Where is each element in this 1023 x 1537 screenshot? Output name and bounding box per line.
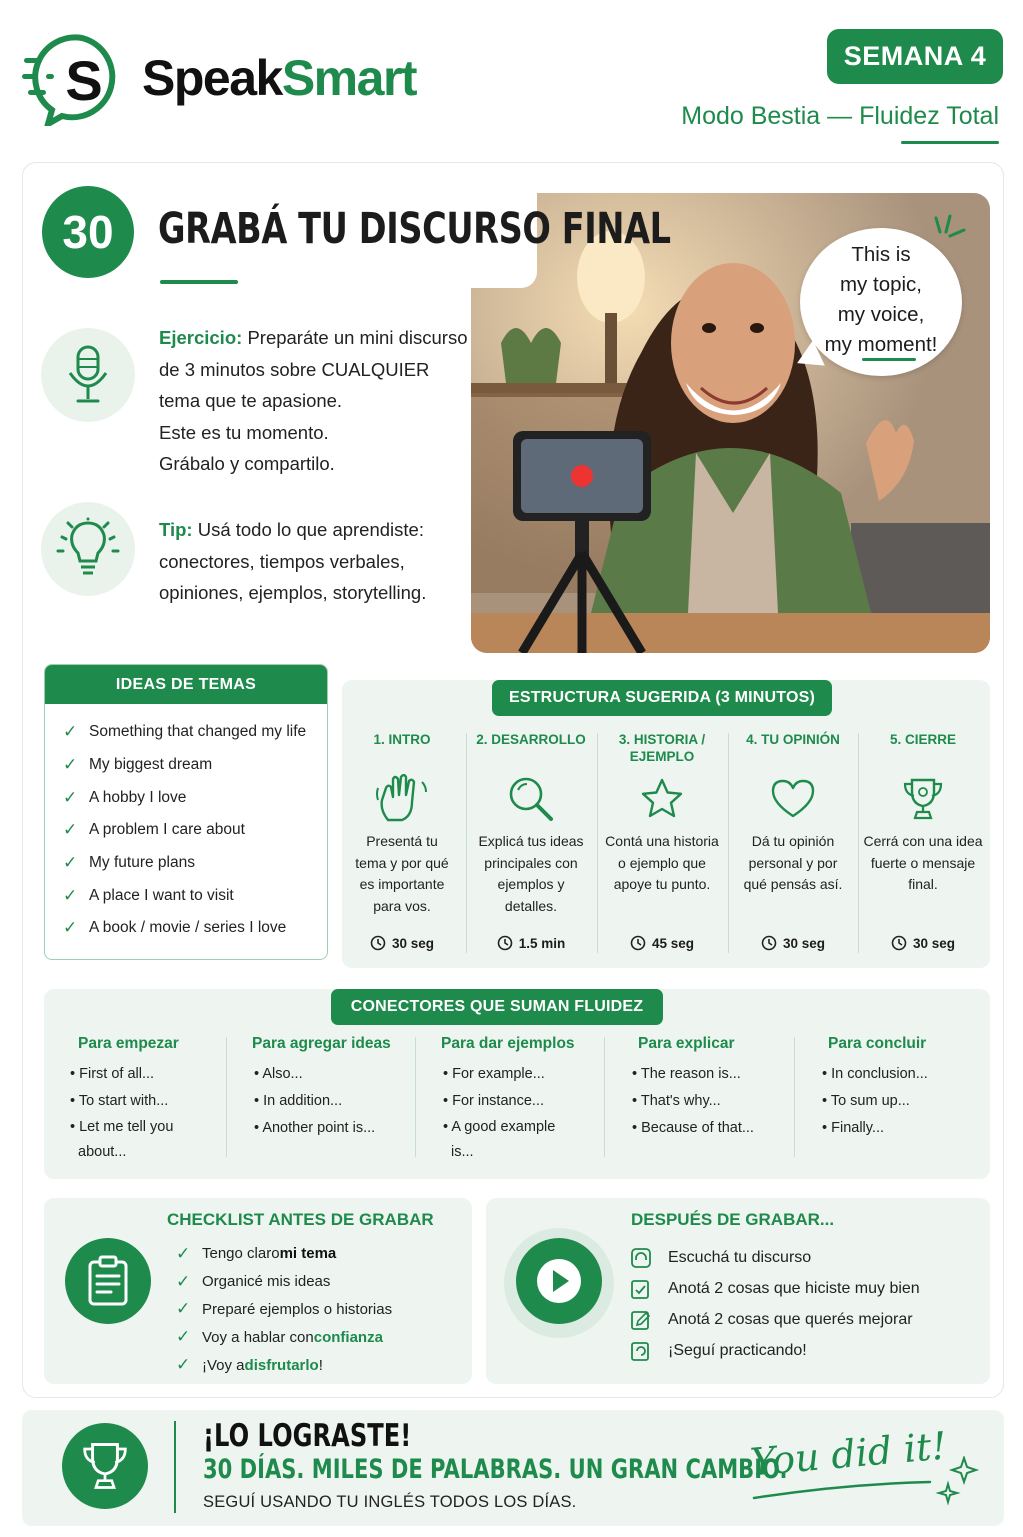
connector-group — [252, 1035, 407, 1142]
check-icon: ✓ — [63, 853, 78, 873]
step-line: Cerrá con una idea — [863, 833, 983, 849]
connector-item: • Also... — [252, 1061, 407, 1088]
checklist-list — [176, 1240, 392, 1379]
step-time-value: 30 seg — [912, 935, 956, 951]
connector-item: • Another point is... — [252, 1115, 407, 1142]
check-icon: ✓ — [176, 1355, 191, 1375]
magnifier-icon — [466, 771, 596, 827]
list-item — [630, 1273, 920, 1304]
tip-line: Usá todo lo que aprendiste: — [197, 519, 424, 540]
brand-name-part1: Speak — [142, 50, 282, 106]
idea-text: My biggest dream — [89, 756, 213, 774]
footer-divider — [174, 1421, 176, 1513]
checklist-bold: mi tema — [279, 1245, 337, 1263]
step-line: detalles. — [504, 897, 558, 914]
step-time-value: 30 seg — [782, 935, 826, 951]
note-pencil-icon — [630, 1309, 652, 1331]
step-line: Presentá tu — [366, 833, 438, 849]
after-recording-list — [630, 1242, 920, 1366]
waving-hand-icon — [337, 771, 467, 827]
list-item — [63, 749, 327, 782]
heart-icon — [728, 771, 858, 827]
step-time — [597, 935, 727, 951]
speech-line: This is — [851, 243, 911, 266]
step-time-value: 1.5 min — [518, 935, 566, 951]
exercise-line: Este es tu momento. — [159, 421, 329, 443]
step-heading: 1. INTRO — [373, 732, 431, 747]
step-line: Contá una historia — [605, 833, 719, 849]
step-time — [337, 935, 467, 951]
structure-step — [597, 731, 727, 955]
check-icon: ✓ — [176, 1299, 191, 1319]
connector-item: • For instance... — [441, 1088, 576, 1115]
list-item — [630, 1335, 920, 1366]
brand-name-part2: Smart — [281, 50, 417, 106]
connector-heading: Para empezar — [78, 1035, 179, 1052]
step-heading: 5. CIERRE — [889, 732, 957, 747]
check-icon: ✓ — [63, 820, 78, 840]
checklist-text: Tengo claro — [202, 1245, 280, 1263]
list-item — [176, 1240, 392, 1268]
exercise-line: de 3 minutos sobre CUALQUIER — [159, 358, 430, 380]
headphones-icon — [630, 1247, 652, 1269]
you-did-it-script: You did it! — [748, 1423, 949, 1485]
play-button[interactable] — [516, 1238, 602, 1324]
step-description — [858, 831, 988, 896]
clock-icon — [891, 935, 907, 951]
connector-group — [441, 1035, 576, 1165]
connector-item: • Because of that... — [630, 1115, 785, 1142]
exercise-line: tema que te apasione. — [159, 390, 343, 411]
step-heading: 4. TU OPINIÓN — [746, 732, 840, 747]
mode-underline — [901, 141, 999, 144]
check-icon: ✓ — [63, 755, 78, 775]
checklist-bold: confianza — [313, 1328, 383, 1346]
list-item — [176, 1351, 392, 1379]
step-line: apoye tu punto. — [613, 876, 711, 892]
connectors-title: CONECTORES QUE SUMAN FLUIDEZ — [331, 989, 663, 1025]
step-line: tema y por qué — [355, 854, 449, 871]
step-heading: 3. HISTORIA / EJEMPLO — [618, 732, 706, 764]
mode-subtitle: Modo Bestia — Fluidez Total — [681, 102, 999, 130]
lightbulb-icon — [41, 502, 135, 596]
footer-subheadline: 30 DÍAS. MILES DE PALABRAS. UN GRAN CAMBIO. — [203, 1454, 788, 1485]
list-item — [63, 716, 327, 749]
list-item — [176, 1323, 392, 1351]
check-icon: ✓ — [63, 787, 78, 807]
check-icon: ✓ — [176, 1327, 191, 1347]
checklist-title: CHECKLIST ANTES DE GRABAR — [167, 1210, 434, 1229]
checklist-text: Voy a hablar con — [202, 1328, 314, 1346]
logo — [22, 30, 416, 126]
speech-line: my moment! — [824, 333, 938, 356]
trophy-icon — [62, 1423, 148, 1509]
structure-step — [466, 731, 596, 955]
lesson-title: GRABÁ TU DISCURSO FINAL — [158, 204, 671, 254]
exercise-label: Ejercicio: — [159, 327, 243, 348]
exercise-line: Preparáte un mini discurso — [247, 327, 468, 348]
check-icon: ✓ — [176, 1243, 191, 1263]
structure-step — [337, 731, 467, 955]
connector-item: • In addition... — [252, 1088, 407, 1115]
checklist-text: ¡Voy a — [202, 1356, 245, 1374]
after-recording-title: DESPUÉS DE GRABAR... — [631, 1210, 835, 1229]
exercise-text — [159, 322, 468, 480]
step-description — [728, 831, 858, 896]
connector-item: • The reason is... — [630, 1061, 785, 1088]
play-icon — [534, 1256, 584, 1306]
topic-ideas-list — [45, 704, 327, 945]
step-time — [858, 935, 988, 951]
after-text: ¡Seguí practicando! — [668, 1341, 807, 1359]
idea-text: My future plans — [89, 854, 195, 872]
sparkle-icon — [934, 1456, 980, 1506]
svg-text:S: S — [65, 49, 103, 112]
step-time-value: 45 seg — [651, 935, 695, 951]
checklist-text: Preparé ejemplos o historias — [202, 1300, 393, 1318]
tip-text — [159, 514, 426, 609]
step-line: personal y por — [748, 854, 838, 871]
connector-item: • For example... — [441, 1061, 576, 1088]
footer-headline: ¡LO LOGRASTE! — [203, 1418, 412, 1454]
step-time — [728, 935, 858, 951]
step-description — [337, 831, 467, 917]
step-line: fuerte o mensaje — [870, 854, 976, 871]
step-line: o ejemplo que — [618, 854, 706, 871]
column-divider — [415, 1037, 416, 1157]
step-line: qué pensás así. — [743, 876, 843, 892]
step-line: Explicá tus ideas — [478, 833, 584, 849]
idea-text: A place I want to visit — [89, 886, 234, 904]
structure-step — [858, 731, 988, 955]
note-check-icon — [630, 1278, 652, 1300]
connector-item: • To sum up... — [820, 1088, 975, 1115]
check-icon: ✓ — [63, 885, 78, 905]
structure-title: ESTRUCTURA SUGERIDA (3 MINUTOS) — [492, 680, 832, 716]
connector-group — [820, 1035, 975, 1142]
column-divider — [226, 1037, 227, 1157]
list-item — [63, 879, 327, 912]
speech-line: my topic, — [839, 273, 923, 296]
speech-line: my voice, — [837, 303, 925, 326]
trophy-icon — [858, 771, 988, 827]
step-heading: 2. DESARROLLO — [476, 732, 586, 747]
connector-item: • That's why... — [630, 1088, 785, 1115]
after-text: Anotá 2 cosas que querés mejorar — [668, 1310, 913, 1328]
connector-item: • In conclusion... — [820, 1061, 975, 1088]
connector-item: • First of all... — [68, 1061, 216, 1088]
step-line: final. — [908, 876, 938, 892]
topic-ideas-panel — [44, 664, 328, 960]
list-item — [63, 847, 327, 880]
connector-group — [68, 1035, 216, 1165]
clock-icon — [497, 935, 513, 951]
connector-item: • Let me tell you about... — [68, 1115, 216, 1165]
footer-tagline: SEGUÍ USANDO TU INGLÉS TODOS LOS DÍAS. — [203, 1493, 577, 1511]
connector-item: • Finally... — [820, 1115, 975, 1142]
step-time-value: 30 seg — [391, 935, 435, 951]
sparkle-lines-icon — [930, 214, 970, 248]
clock-icon — [761, 935, 777, 951]
check-icon: ✓ — [63, 722, 78, 742]
list-item — [176, 1296, 392, 1324]
check-icon: ✓ — [63, 918, 78, 938]
structure-step — [728, 731, 858, 955]
header — [0, 0, 1023, 160]
tip-line: opiniones, ejemplos, storytelling. — [159, 582, 427, 603]
idea-text: A book / movie / series I love — [89, 919, 287, 937]
tip-line: conectores, tiempos verbales, — [159, 550, 405, 572]
speaksmart-logo-icon — [22, 30, 128, 126]
list-item — [630, 1242, 920, 1273]
speech-underline — [862, 358, 916, 361]
idea-text: A problem I care about — [89, 821, 245, 839]
title-underline — [160, 280, 238, 284]
connector-heading: Para dar ejemplos — [441, 1035, 575, 1052]
exercise-line: Grábalo y compartilo. — [159, 453, 335, 474]
step-line: es importante — [359, 876, 445, 892]
idea-text: Something that changed my life — [89, 723, 307, 741]
connector-group — [630, 1035, 785, 1142]
repeat-icon — [630, 1340, 652, 1362]
step-time — [466, 935, 596, 951]
star-icon — [597, 771, 727, 827]
clock-icon — [370, 935, 386, 951]
after-text: Escuchá tu discurso — [668, 1248, 812, 1266]
checklist-text: Organicé mis ideas — [202, 1273, 331, 1291]
connector-item: • To start with... — [68, 1088, 216, 1115]
step-description — [466, 831, 596, 917]
column-divider — [604, 1037, 605, 1157]
list-item — [176, 1268, 392, 1296]
week-badge: SEMANA 4 — [827, 29, 1003, 84]
after-text: Anotá 2 cosas que hiciste muy bien — [668, 1279, 920, 1297]
list-item — [630, 1304, 920, 1335]
topic-ideas-title: IDEAS DE TEMAS — [45, 665, 327, 704]
idea-text: A hobby I love — [89, 788, 187, 806]
day-number-badge: 30 — [42, 186, 134, 278]
column-divider — [794, 1037, 795, 1157]
connector-heading: Para explicar — [638, 1035, 735, 1052]
step-line: para vos. — [373, 897, 431, 914]
list-item — [63, 814, 327, 847]
tip-label: Tip: — [159, 519, 193, 540]
speech-bubble-text — [800, 240, 962, 360]
connector-item: • A good example is... — [441, 1115, 576, 1165]
check-icon: ✓ — [176, 1271, 191, 1291]
clipboard-icon — [65, 1238, 151, 1324]
checklist-text: ! — [318, 1356, 323, 1374]
connector-heading: Para concluir — [828, 1035, 927, 1052]
step-line: ejemplos y — [497, 876, 565, 892]
brand-name — [142, 49, 416, 107]
step-line: principales con — [484, 854, 578, 871]
list-item — [63, 781, 327, 814]
step-description — [597, 831, 727, 896]
clock-icon — [630, 935, 646, 951]
script-underline — [752, 1478, 932, 1502]
checklist-bold: disfrutarlo — [244, 1356, 319, 1374]
list-item — [63, 912, 327, 945]
microphone-icon — [41, 328, 135, 422]
connector-heading: Para agregar ideas — [252, 1035, 391, 1052]
step-line: Dá tu opinión — [751, 833, 835, 849]
